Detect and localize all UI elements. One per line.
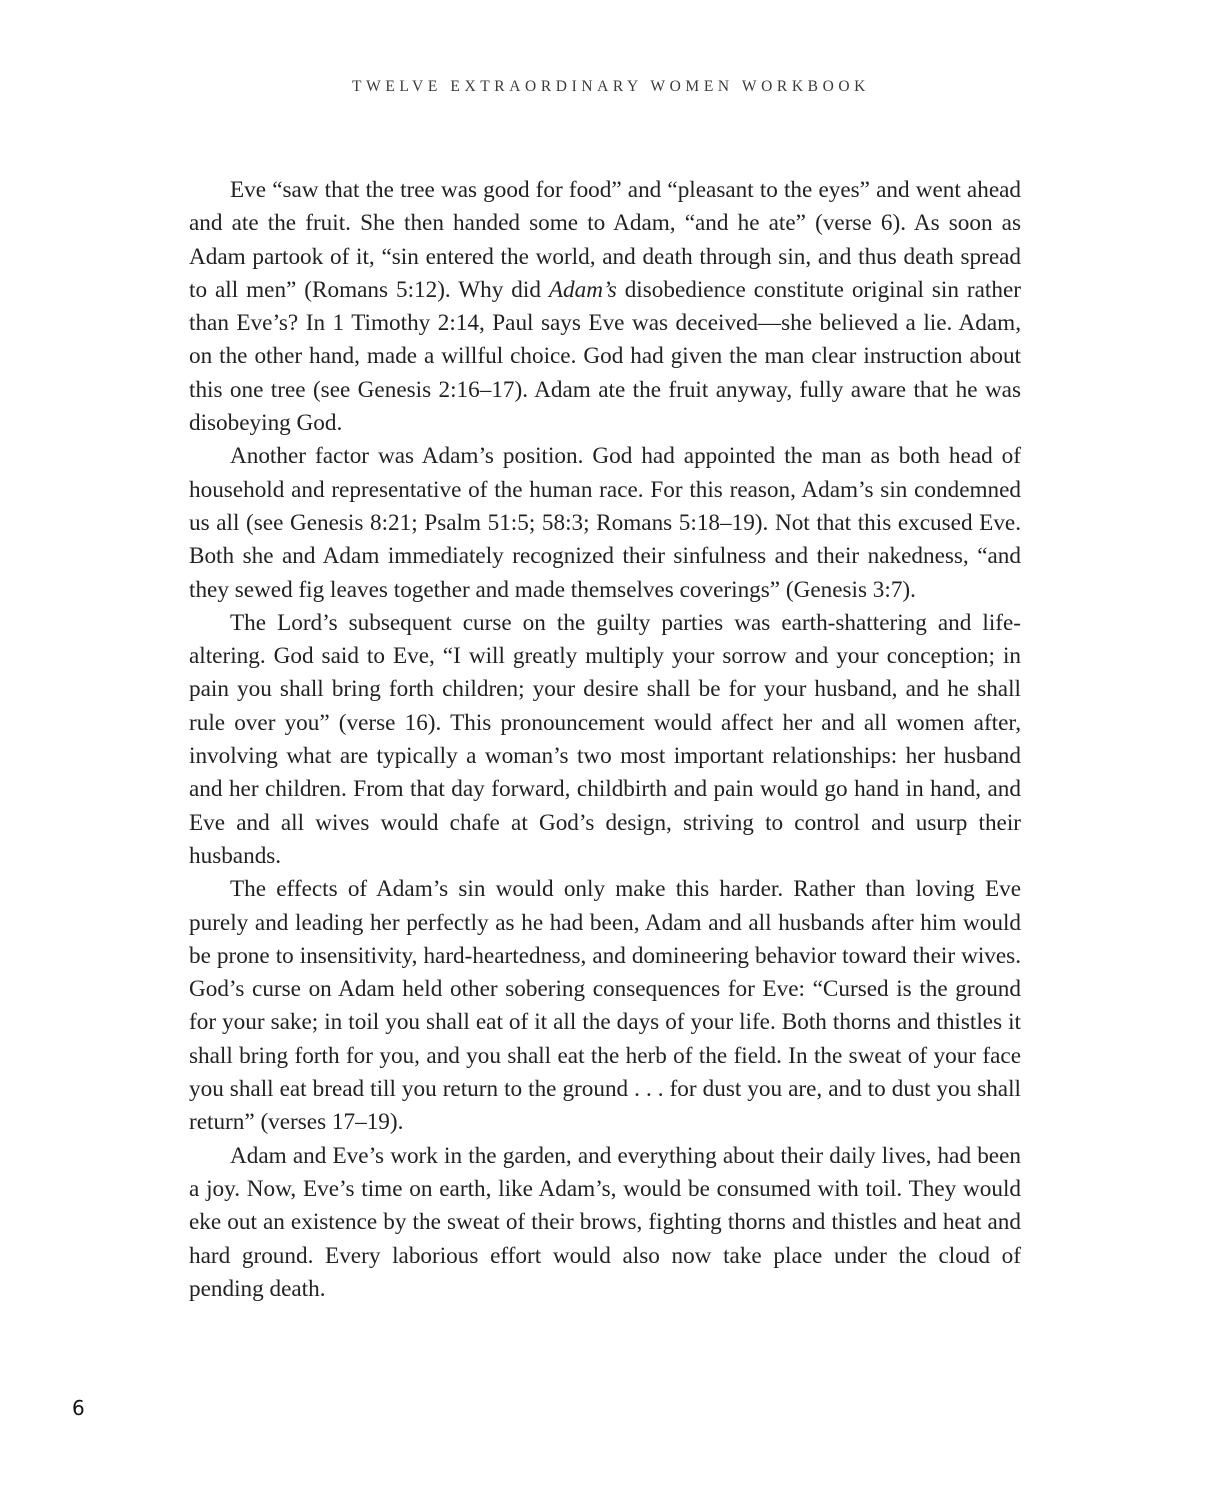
paragraph-4: The effects of Adam’s sin would only make this harder. Rather than loving Eve purely and leading her perfectly as he had been, Adam and all husbands after him would be prone to insensitivity, hard-heartedness, and domineering behavior toward their wives. God’s curse on Adam held other sobering consequences for Eve: “Cursed is the ground for your sake; in toil you shall eat of it all the days of your life. Both thorns and thistles it shall bring forth for you, and you shall eat the herb of the field. In the sweat of your face you shall eat bread till you return to the ground . . . for dust you are, and to dust you shall return” (verses 17–19). [189, 876, 1021, 1136]
paragraph-5: Adam and Eve’s work in the garden, and everything about their daily lives, had been a joy. Now, Eve’s time on earth, like Adam’s, would be consumed with toil. They would eke out an existence by the sweat of their brows, fighting thorns and thistles and heat and hard ground. Every laborious effort would also now take place under the cloud of pending death. [189, 1142, 1021, 1302]
paragraph-3: The Lord’s subsequent curse on the guilty parties was earth-shattering and life-altering. God said to Eve, “I will greatly multiply your sorrow and your conception; in pain you shall bring forth children; your desire shall be for your husband, and he shall rule over you” (verse 16). This pronouncement would affect her and all women after, involving what are typically a woman’s two most important relationships: her husband and her children. From that day forward, childbirth and pain would go hand in hand, and Eve and all wives would chafe at God’s design, striving to control and usurp their husbands. [189, 609, 1021, 869]
running-head-title: TWELVE EXTRAORDINARY WOMEN WORKBOOK [352, 78, 870, 95]
paragraph-1-part-2: disobedience constitute original sin rather than Eve’s? In 1 Timothy 2:14, Paul says Eve was deceived—she believed a lie. Adam, on the other hand, made a willful choice. God had given the man clear instruction about this one tree (see Genesis 2:16–17). Adam ate the fruit anyway, fully aware that he was disobeying God. [189, 276, 1021, 437]
body-text [189, 174, 1021, 1306]
emphasis-adams: Adam’s [548, 276, 617, 303]
paragraph-2: Another factor was Adam’s position. God had appointed the man as both head of household and representative of the human race. For this reason, Adam’s sin condemned us all (see Genesis 8:21; Psalm 51:5; 58:3; Romans 5:18–19). Not that this excused Eve. Both she and Adam immediately recognized their sinfulness and their nakedness, “and they sewed fig leaves together and made themselves coverings” (Genesis 3:7). [189, 443, 1021, 603]
paragraph-1 [189, 174, 1021, 440]
paragraph-1-part-1: Eve “saw that the tree was good for food” and “pleasant to the eyes” and went ahead and ate the fruit. She then handed some to Adam, “and he ate” (verse 6). As soon as Adam partook of it, “sin entered the world, and death through sin, and thus death spread to all men” (Romans 5:12). Why did [189, 177, 1021, 303]
page-number: 6 [72, 1396, 85, 1420]
